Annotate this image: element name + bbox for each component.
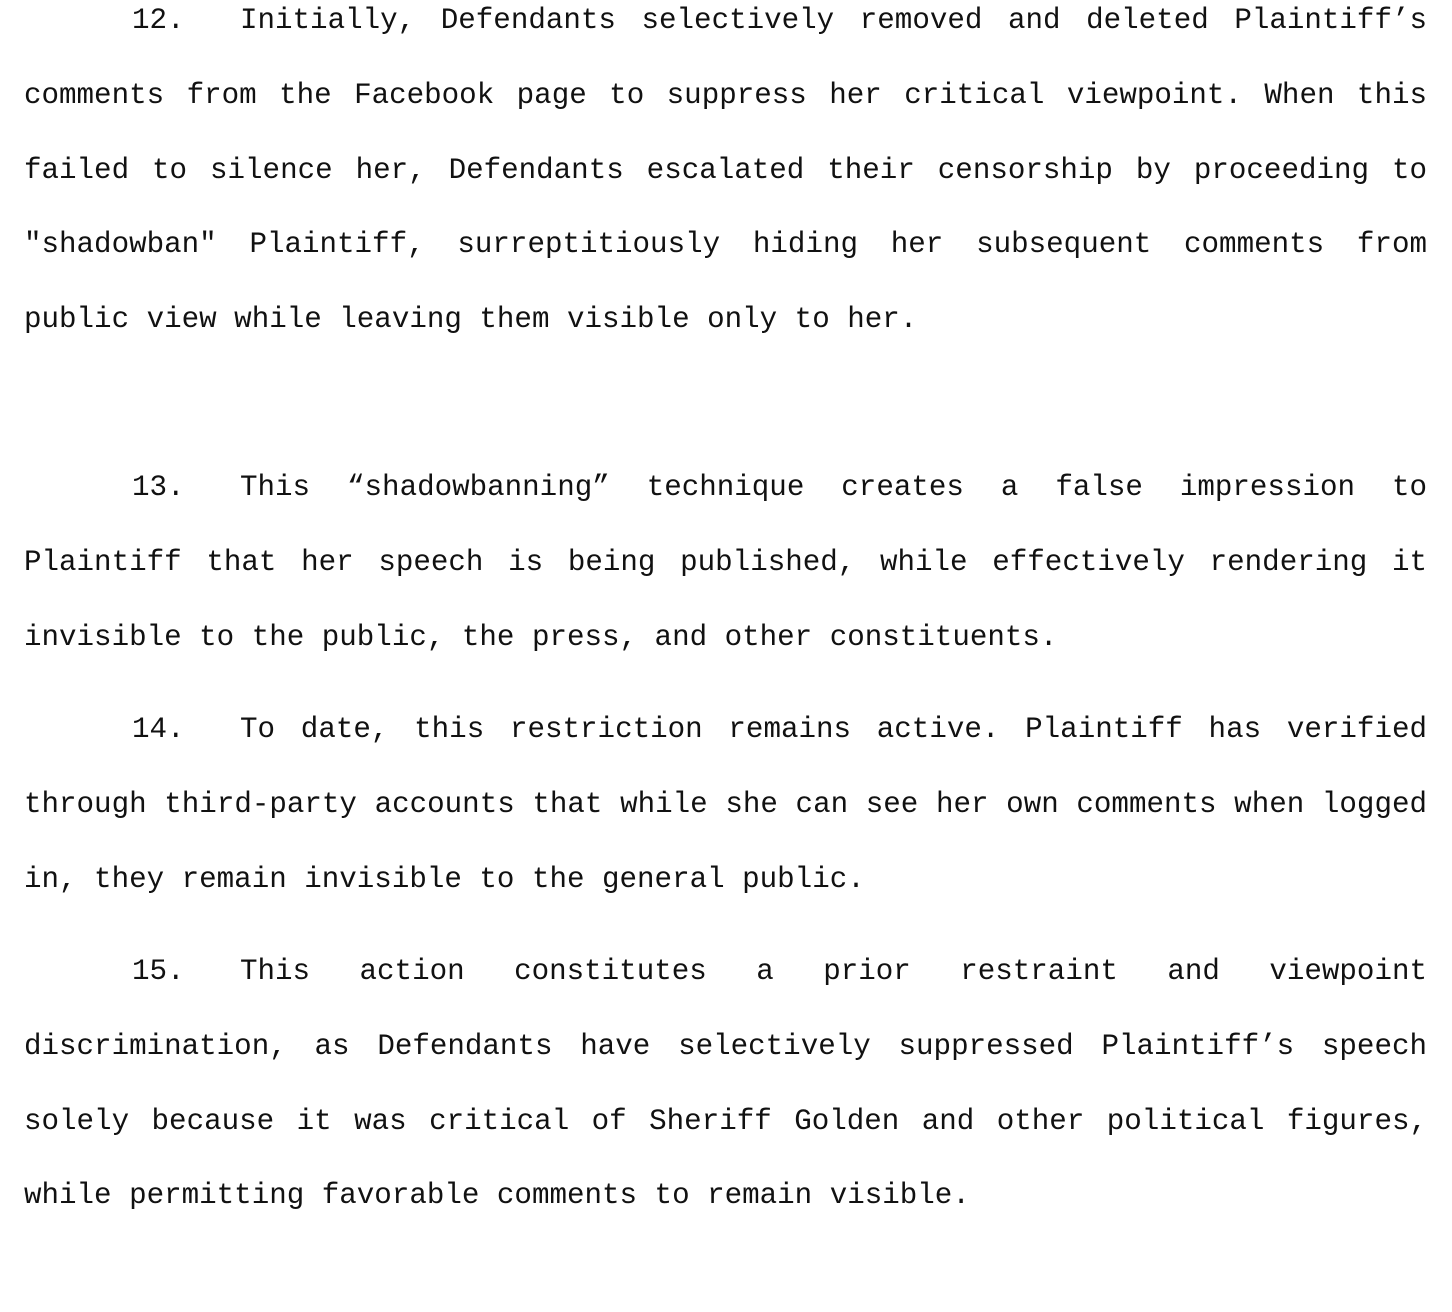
paragraph-12 (24, 0, 1427, 358)
paragraph-number: 12. (132, 4, 185, 37)
paragraph-number: 15. (132, 955, 185, 988)
paragraph-15 (24, 935, 1427, 1234)
paragraph-13 (24, 451, 1427, 675)
paragraph-text: This “shadowbanning” technique creates a false impression to Plaintiff that her speech is being published, while effectively rendering it invisible to the public, the press, and other constituents. (24, 471, 1427, 654)
paragraph-text: Initially, Defendants selectively removed and deleted Plaintiff’s comments from the Facebook page to suppress her critical viewpoint. When this failed to silence her, Defendants escalated their censorship by proceeding to "shadowban" Plaintiff, surreptitiously hiding her subsequent comments from public view while leaving them visible only to her. (24, 4, 1427, 337)
paragraph-text: This action constitutes a prior restraint and viewpoint discrimination, as Defendants have selectively suppressed Plaintiff’s speech solely because it was critical of Sheriff Golden and other political figures, while permitting favorable comments to remain visible. (24, 955, 1427, 1213)
paragraph-text: To date, this restriction remains active. Plaintiff has verified through third-party accounts that while she can see her own comments when logged in, they remain invisible to the general public. (24, 713, 1427, 896)
paragraph-number: 13. (132, 471, 185, 504)
paragraph-14 (24, 693, 1427, 917)
paragraph-number: 14. (132, 713, 185, 746)
